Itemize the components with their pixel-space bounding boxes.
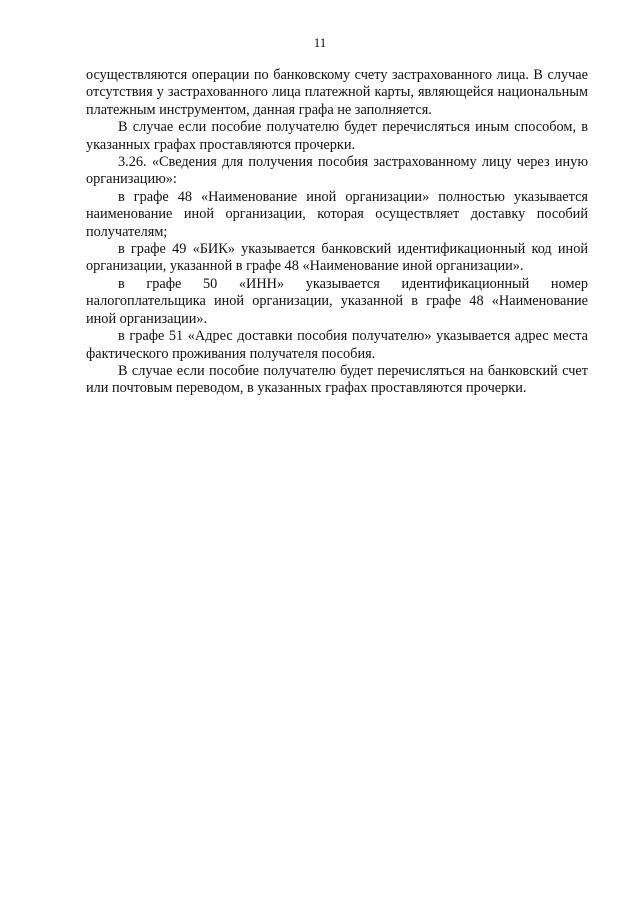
paragraph-field-48: в графе 48 «Наименование иной организации» полностью указывается наименование иной организации, которая осуществляет доставку пособий получателям; <box>86 188 588 240</box>
paragraph-3-26-heading: 3.26. «Сведения для получения пособия застрахованному лицу через иную организацию»: <box>86 154 588 188</box>
paragraph-final: В случае если пособие получателю будет перечисляться на банковский счет или почтовым переводом, в указанных графах проставляются прочерки. <box>86 362 588 397</box>
paragraph-field-50: в графе 50 «ИНН» указывается идентификационный номер налогоплательщика иной организации, указанной в графе 48 «Наименование иной организации». <box>86 275 588 327</box>
page-number: 11 <box>313 35 327 50</box>
paragraph-field-51: в графе 51 «Адрес доставки пособия получателю» указывается адрес места фактического проживания получателя пособия. <box>86 328 588 362</box>
document-body <box>86 67 588 398</box>
paragraph-1: осуществляются операции по банковскому счету застрахованного лица. В случае отсутствия у застрахованного лица платежной карты, являющейся национальным платежным инструментом, данная графа не заполняется. <box>86 67 588 118</box>
paragraph-2: В случае если пособие получателю будет перечисляться иным способом, в указанных графах проставляются прочерки. <box>86 119 588 153</box>
paragraph-field-49: в графе 49 «БИК» указывается банковский идентификационный код иной организации, указанной в графе 48 «Наименование иной организации». <box>86 241 588 275</box>
